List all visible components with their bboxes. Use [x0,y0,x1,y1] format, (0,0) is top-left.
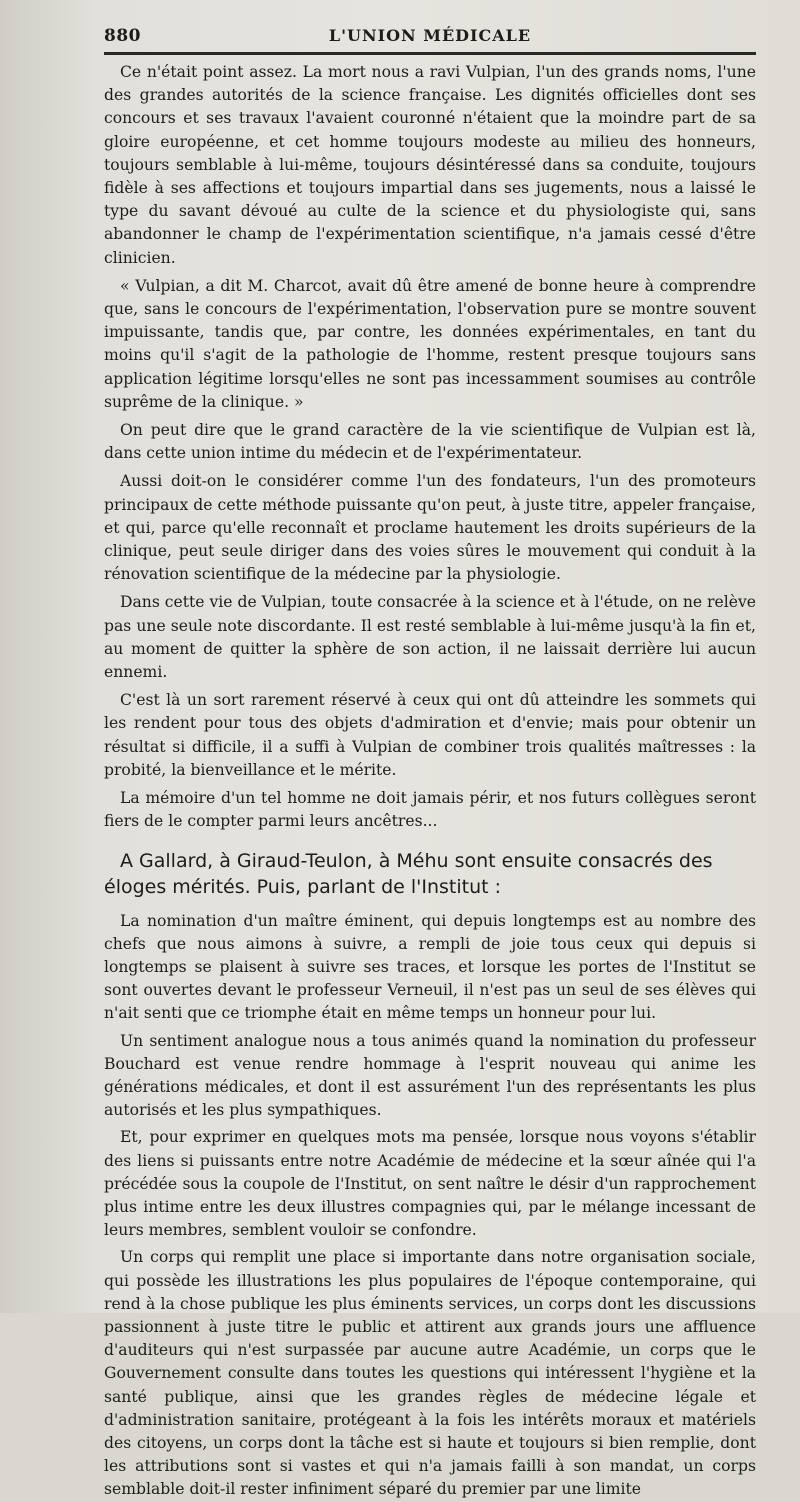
paragraph: Aussi doit-on le considérer comme l'un des fondateurs, l'un des promoteurs principaux de cette méthode puissante qu'on peut, à juste titre, appeler française, et qui, parce qu'elle reconnaît et proclame hautement les droits supérieurs de la clinique, peut seule diriger dans des voies sûres le mouvement qui conduit à la rénovation scientifique de la médecine par la physiologie. [104,472,756,584]
page-number: 880 [104,26,141,46]
paragraph: « Vulpian, a dit M. Charcot, avait dû être amené de bonne heure à comprendre que, sans le concours de l'expérimentation, l'observation pure se montre souvent impuissante, tandis que, par contre, les données expérimentales, en tant du moins qu'il s'agit de la pathologie de l'homme, restent presque toujours sans application légitime lorsqu'elles ne sont pas incessamment soumises au contrôle suprême de la clinique. » [104,276,756,411]
running-title: L'UNION MÉDICALE [328,26,532,45]
header-rule [104,52,756,55]
paragraph: Un sentiment analogue nous a tous animés quand la nomination du professeur Bouchard est venue rendre hommage à l'esprit nouveau qui anime les générations médicales, et dont il est assurément l'un des représentants les plus autorisés et les plus sympathiques. [104,1031,756,1120]
narrative-paragraph: A Gallard, à Giraud-Teulon, à Méhu sont ensuite consacrés des éloges mérités. Puis, parlant de l'Institut : [104,849,713,898]
paragraph: La nomination d'un maître éminent, qui depuis longtemps est au nombre des chefs que nous aimons à suivre, a rempli de joie tous ceux qui depuis si longtemps se plaisent à suivre ses traces, et lorsque les portes de l'Institut se sont ouvertes devant le professeur Verneuil, il n'est pas un seul de ses élèves qui n'ait senti que ce triomphe était en même temps un honneur pour lui. [104,911,756,1023]
speech-section [104,910,756,1502]
paragraph: Dans cette vie de Vulpian, toute consacrée à la science et à l'étude, on ne relève pas une seule note discordante. Il est resté semblable à lui-même jusqu'à la fin et, au moment de quitter la sphère de son action, il ne laissait derrière lui aucun ennemi. [104,593,756,682]
paragraph: On peut dire que le grand caractère de la vie scientifique de Vulpian est là, dans cette union intime du médecin et de l'expérimentateur. [104,421,756,463]
quoted-section [104,61,756,834]
paragraph: La mémoire d'un tel homme ne doit jamais périr, et nos futurs collègues seront fiers de le compter parmi leurs ancêtres... [104,789,756,831]
paragraph: Un corps qui remplit une place si importante dans notre organisation sociale, qui possède les illustrations les plus populaires de l'époque contemporaine, qui rend à la chose publique les plus éminents services, un corps dont les discussions passionnent à juste titre le public et attirent aux grands jours une affluence d'auditeurs qui n'est surpassée par aucune autre Académie, un corps que le Gouvernement consulte dans toutes les questions qui intéressent l'hygiène et la santé publique, ainsi que les grandes règles de médecine légale et d'administration sanitaire, protégeant à la fois les intérêts moraux et matériels des citoyens, un corps dont la tâche est si haute et toujours si bien remplie, dont les attributions sont si vastes et qui n'a jamais failli à son mandat, un corps semblable doit-il rester infiniment séparé du premier par une limite [104,1248,756,1499]
paragraph: C'est là un sort rarement réservé à ceux qui ont dû atteindre les sommets qui les rendent pour tous des objets d'admiration et d'envie; mais pour obtenir un résultat si difficile, il a suffi à Vulpian de combiner trois qualités maîtresses : la probité, la bienveillance et le mérite. [104,691,756,779]
paragraph: Ce n'était point assez. La mort nous a ravi Vulpian, l'un des grands noms, l'une des grandes autorités de la science française. Les dignités officielles dont ses concours et ses travaux l'avaient couronné n'étaient que la moindre part de sa gloire européenne, et cet homme toujours modeste au milieu des honneurs, toujours semblable à lui-même, toujours désintéressé dans sa conduite, toujours fidèle à ses affections et toujours impartial dans ses jugements, nous a laissé le type du savant dévoué au culte de la science et du physiologiste qui, sans abandonner le champ de l'expérimentation scientifique, n'a jamais cessé d'être clinicien. [104,63,756,267]
paragraph: Et, pour exprimer en quelques mots ma pensée, lorsque nous voyons s'établir des liens si puissants entre notre Académie de médecine et la sœur aînée qui l'a précédée sous la coupole de l'Institut, on sent naître le désir d'un rapprochement plus intime entre les deux illustres compagnies qui, par le mélange incessant de leurs membres, semblent vouloir se confondre. [104,1128,756,1240]
page-header [104,18,756,50]
